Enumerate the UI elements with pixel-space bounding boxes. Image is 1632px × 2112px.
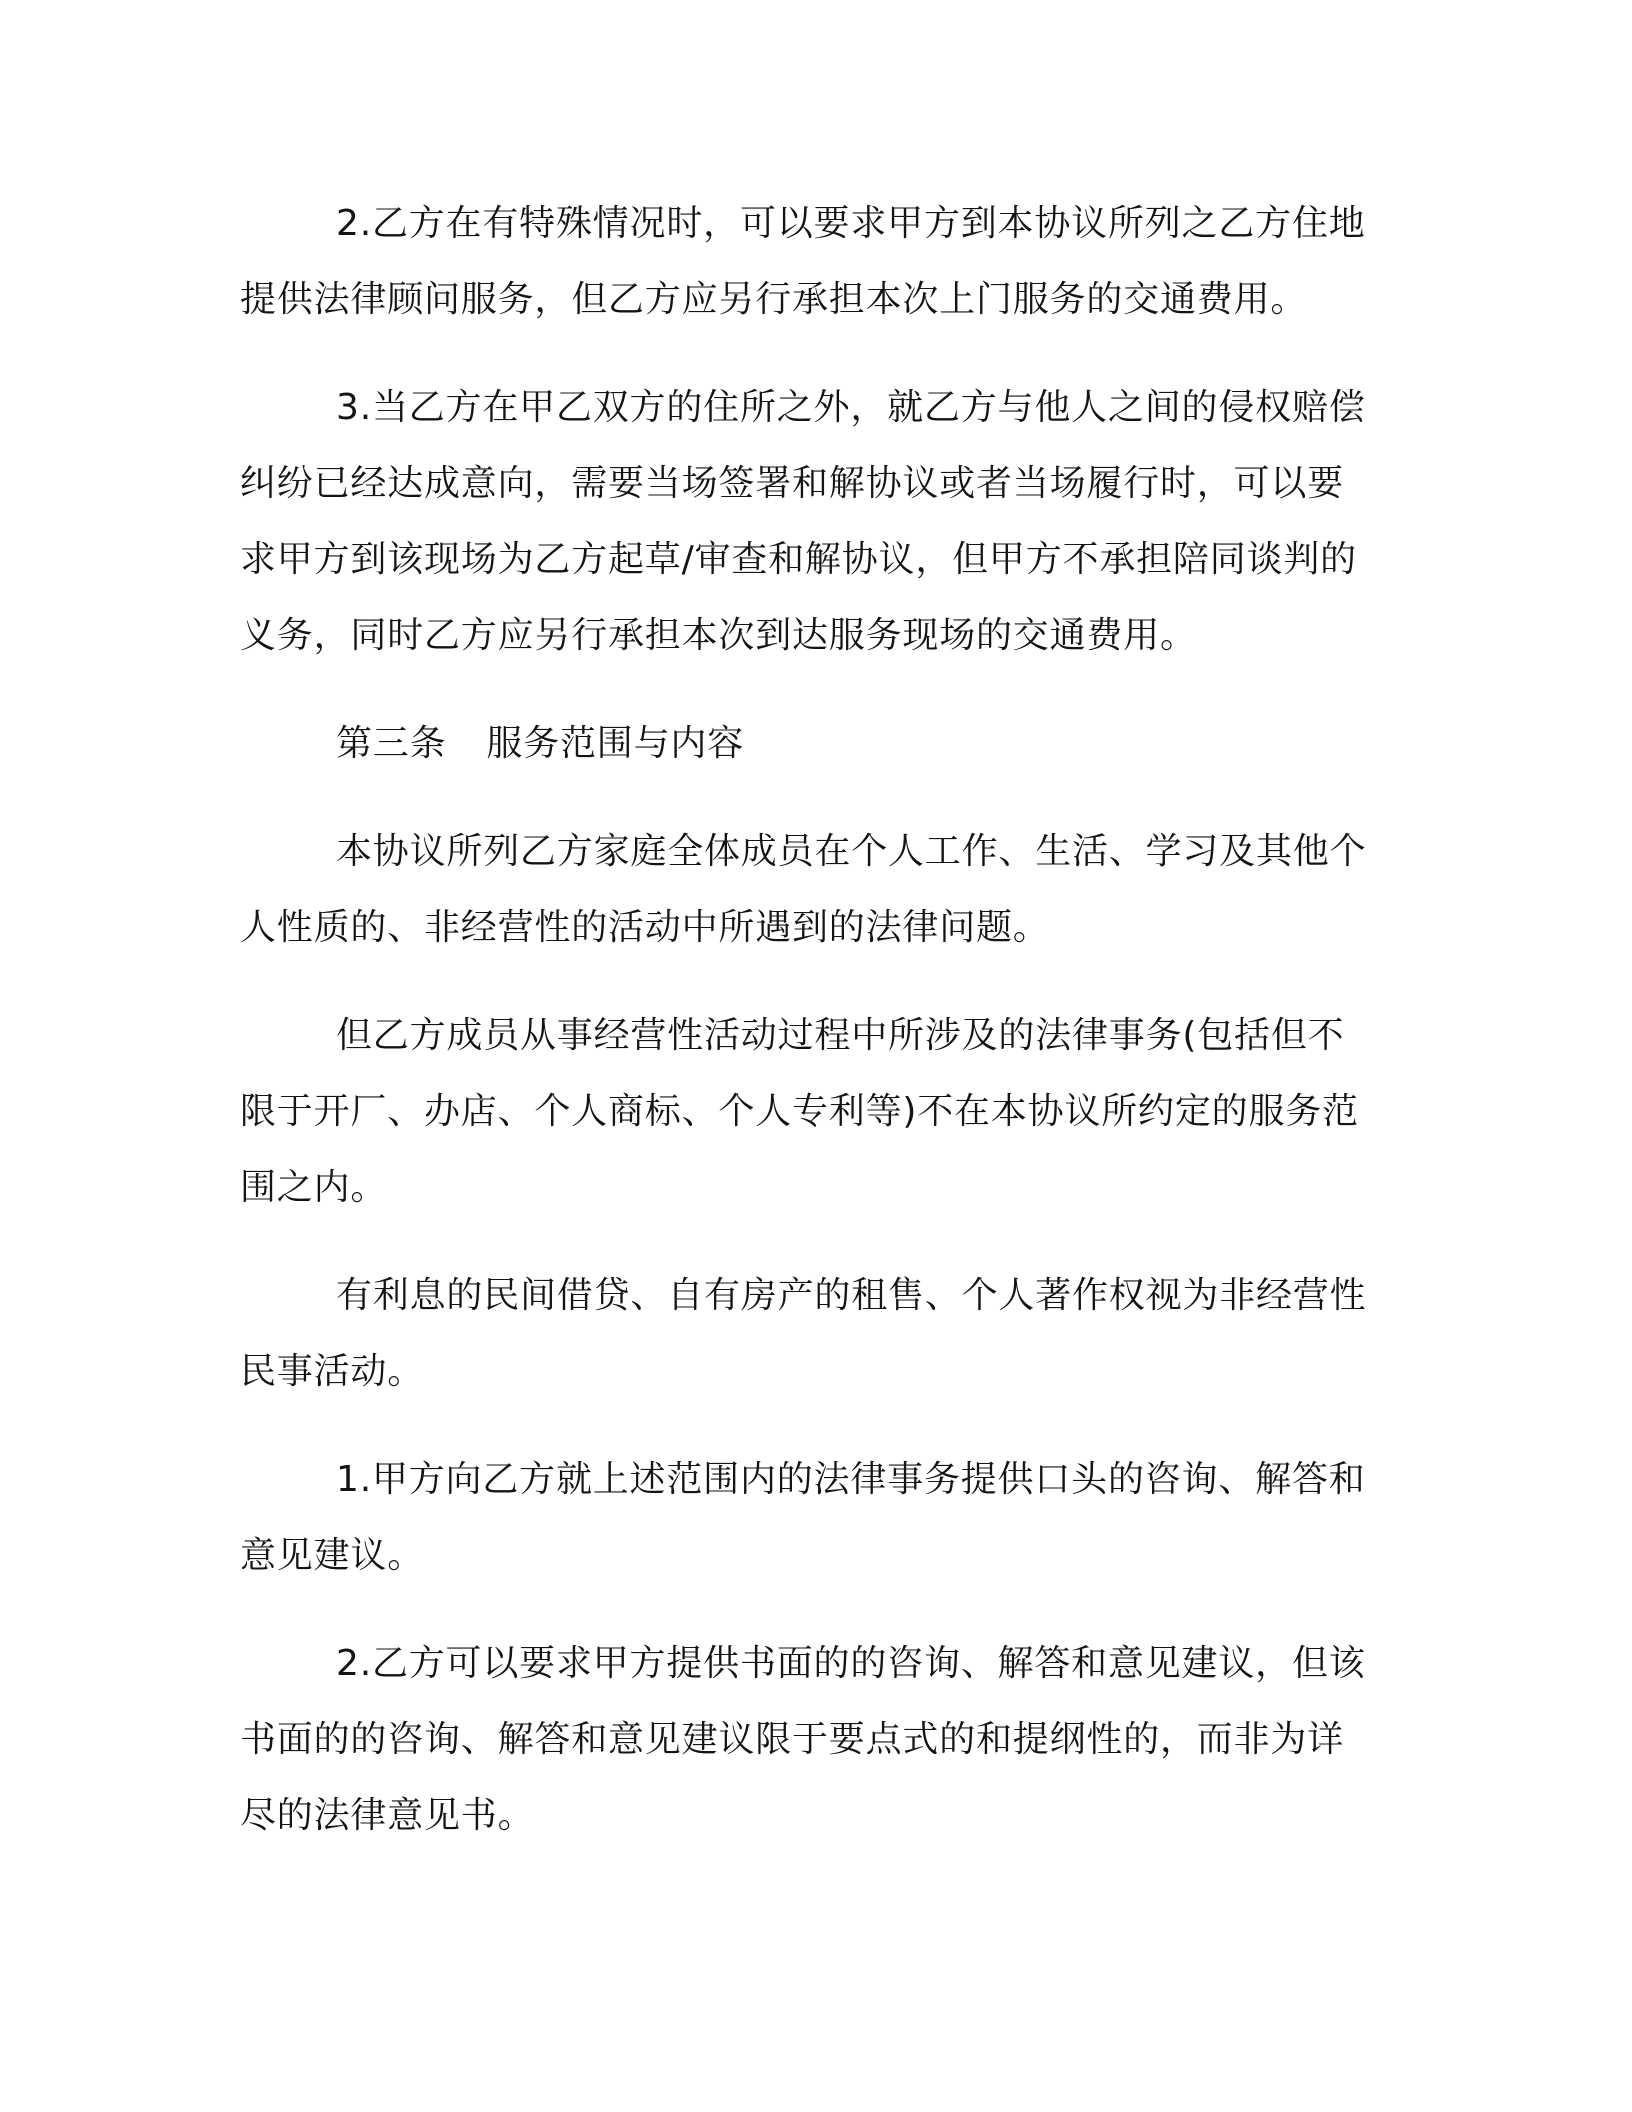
paragraph-3	[240, 370, 1392, 674]
text-line: 求甲方到该现场为乙方起草/审查和解协议，但甲方不承担陪同谈判的	[240, 539, 1357, 580]
text-line: 2.乙方在有特殊情况时，可以要求甲方到本协议所列之乙方住地	[336, 203, 1366, 244]
text-line: 提供法律顾问服务，但乙方应另行承担本次上门服务的交通费用。	[240, 279, 1308, 320]
article-title: 服务范围与内容	[486, 723, 745, 764]
paragraph-non-commercial	[240, 1258, 1392, 1410]
text-line: 义务，同时乙方应另行承担本次到达服务现场的交通费用。	[240, 615, 1197, 656]
text-line: 3.当乙方在甲乙双方的住所之外，就乙方与他人之间的侵权赔偿	[336, 387, 1366, 428]
paragraph-2	[240, 186, 1392, 338]
paragraph-exclusion	[240, 998, 1392, 1226]
text-line: 意见建议。	[240, 1535, 425, 1576]
paragraph-item-2	[240, 1626, 1392, 1854]
text-line: 围之内。	[240, 1167, 388, 1208]
text-line: 但乙方成员从事经营性活动过程中所涉及的法律事务(包括但不	[336, 1015, 1345, 1056]
text-line: 人性质的、非经营性的活动中所遇到的法律问题。	[240, 907, 1050, 948]
text-line: 纠纷已经达成意向，需要当场签署和解协议或者当场履行时，可以要	[240, 463, 1345, 504]
article-heading-line	[240, 706, 1392, 782]
text-line: 2.乙方可以要求甲方提供书面的的咨询、解答和意见建议，但该	[336, 1643, 1366, 1684]
text-line: 书面的的咨询、解答和意见建议限于要点式的和提纲性的，而非为详	[240, 1719, 1345, 1760]
text-line: 1.甲方向乙方就上述范围内的法律事务提供口头的咨询、解答和	[336, 1459, 1366, 1500]
paragraph-scope	[240, 814, 1392, 966]
article-heading	[240, 706, 1392, 782]
text-line: 本协议所列乙方家庭全体成员在个人工作、生活、学习及其他个	[336, 831, 1367, 872]
article-number: 第三条	[336, 723, 447, 764]
paragraph-item-1	[240, 1442, 1392, 1594]
text-line: 民事活动。	[240, 1351, 425, 1392]
text-line: 有利息的民间借贷、自有房产的租售、个人著作权视为非经营性	[336, 1275, 1367, 1316]
text-line: 限于开厂、办店、个人商标、个人专利等)不在本协议所约定的服务范	[240, 1091, 1359, 1132]
text-line: 尽的法律意见书。	[240, 1795, 535, 1836]
document-body	[240, 186, 1392, 1854]
